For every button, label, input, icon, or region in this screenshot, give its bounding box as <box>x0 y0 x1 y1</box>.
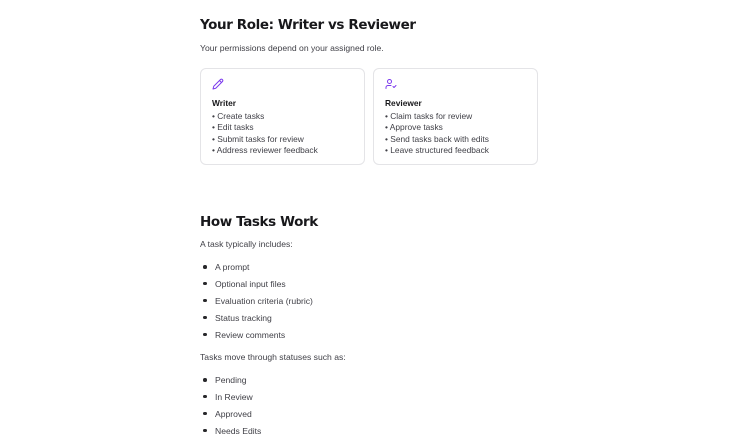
list-item <box>200 329 313 346</box>
list-item <box>200 278 313 295</box>
bullet-icon <box>203 378 207 382</box>
list-item-text: Optional input files <box>215 278 286 289</box>
statuses-intro: Tasks move through statuses such as: <box>200 352 346 362</box>
user-check-icon <box>385 78 397 90</box>
list-item <box>200 312 313 329</box>
tasks-heading: How Tasks Work <box>200 214 318 230</box>
reviewer-permission-list <box>385 111 489 156</box>
list-item <box>200 425 261 442</box>
list-item: • Edit tasks <box>212 122 254 133</box>
reviewer-title: Reviewer <box>385 98 422 108</box>
list-item <box>200 408 261 425</box>
list-item-text: In Review <box>215 391 253 402</box>
list-item-text: Status tracking <box>215 312 272 323</box>
writer-title: Writer <box>212 98 237 108</box>
list-item-text: Needs Edits <box>215 425 262 436</box>
list-item <box>200 261 313 278</box>
bullet-icon <box>203 316 207 320</box>
reviewer-card <box>373 68 538 165</box>
list-item: • Send tasks back with edits <box>385 133 489 144</box>
list-item <box>200 391 261 408</box>
list-item <box>200 374 261 391</box>
bullet-icon <box>203 282 207 286</box>
bullet-icon <box>203 265 207 269</box>
roles-heading: Your Role: Writer vs Reviewer <box>200 17 416 33</box>
list-item <box>200 295 313 312</box>
bullet-icon <box>203 333 207 337</box>
list-item-text: Review comments <box>215 329 286 340</box>
list-item: • Address reviewer feedback <box>212 144 318 155</box>
list-item-text: Pending <box>215 375 247 385</box>
list-item: • Claim tasks for review <box>385 111 473 121</box>
includes-intro: A task typically includes: <box>200 239 293 249</box>
list-item: • Leave structured feedback <box>385 144 489 155</box>
bullet-icon <box>203 412 207 416</box>
includes-list <box>200 261 313 345</box>
list-item: • Submit tasks for review <box>212 133 304 144</box>
roles-intro: Your permissions depend on your assigned role. <box>200 43 384 53</box>
list-item-text: Evaluation criteria (rubric) <box>215 295 313 306</box>
pencil-icon <box>212 78 224 90</box>
bullet-icon <box>203 395 207 399</box>
list-item: • Create tasks <box>212 111 265 121</box>
statuses-list <box>200 374 261 442</box>
writer-card <box>200 68 365 165</box>
list-item-text: Approved <box>215 408 252 419</box>
list-item: • Approve tasks <box>385 122 443 133</box>
writer-permission-list <box>212 111 318 156</box>
bullet-icon <box>203 429 207 433</box>
list-item-text: A prompt <box>215 262 250 272</box>
bullet-icon <box>203 299 207 303</box>
